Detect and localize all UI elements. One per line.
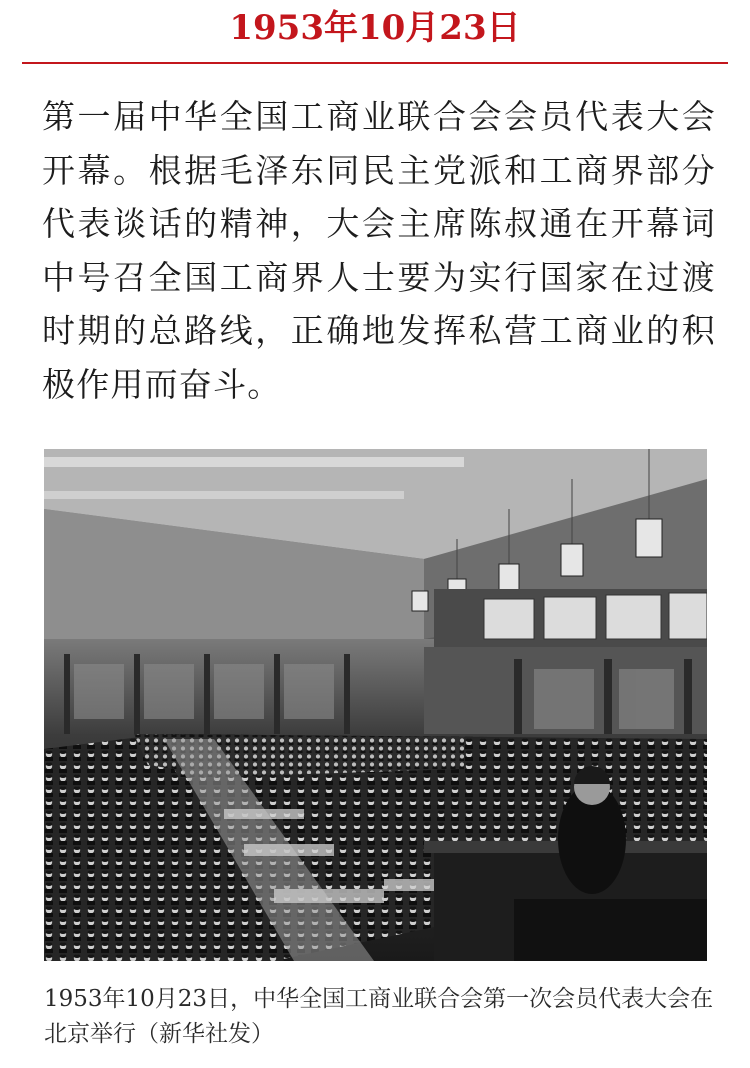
date-heading: 1953年10月23日 [229,8,521,48]
assembly-hall-photo [44,449,707,961]
article-body: 第一届中华全国工商业联合会会员代表大会开幕。根据毛泽东同民主党派和工商界部分代表谈话的精神，大会主席陈叔通在开幕词中号召全国工商界人士要为实行国家在过渡时期的总路线，正确地发挥私营工商业的积极作用而奋斗。 [42,97,716,404]
photo-illustration [44,449,707,961]
heading-divider [22,62,728,64]
photo-caption: 1953年10月23日，中华全国工商业联合会第一次会员代表大会在北京举行（新华社发） [44,986,714,1047]
